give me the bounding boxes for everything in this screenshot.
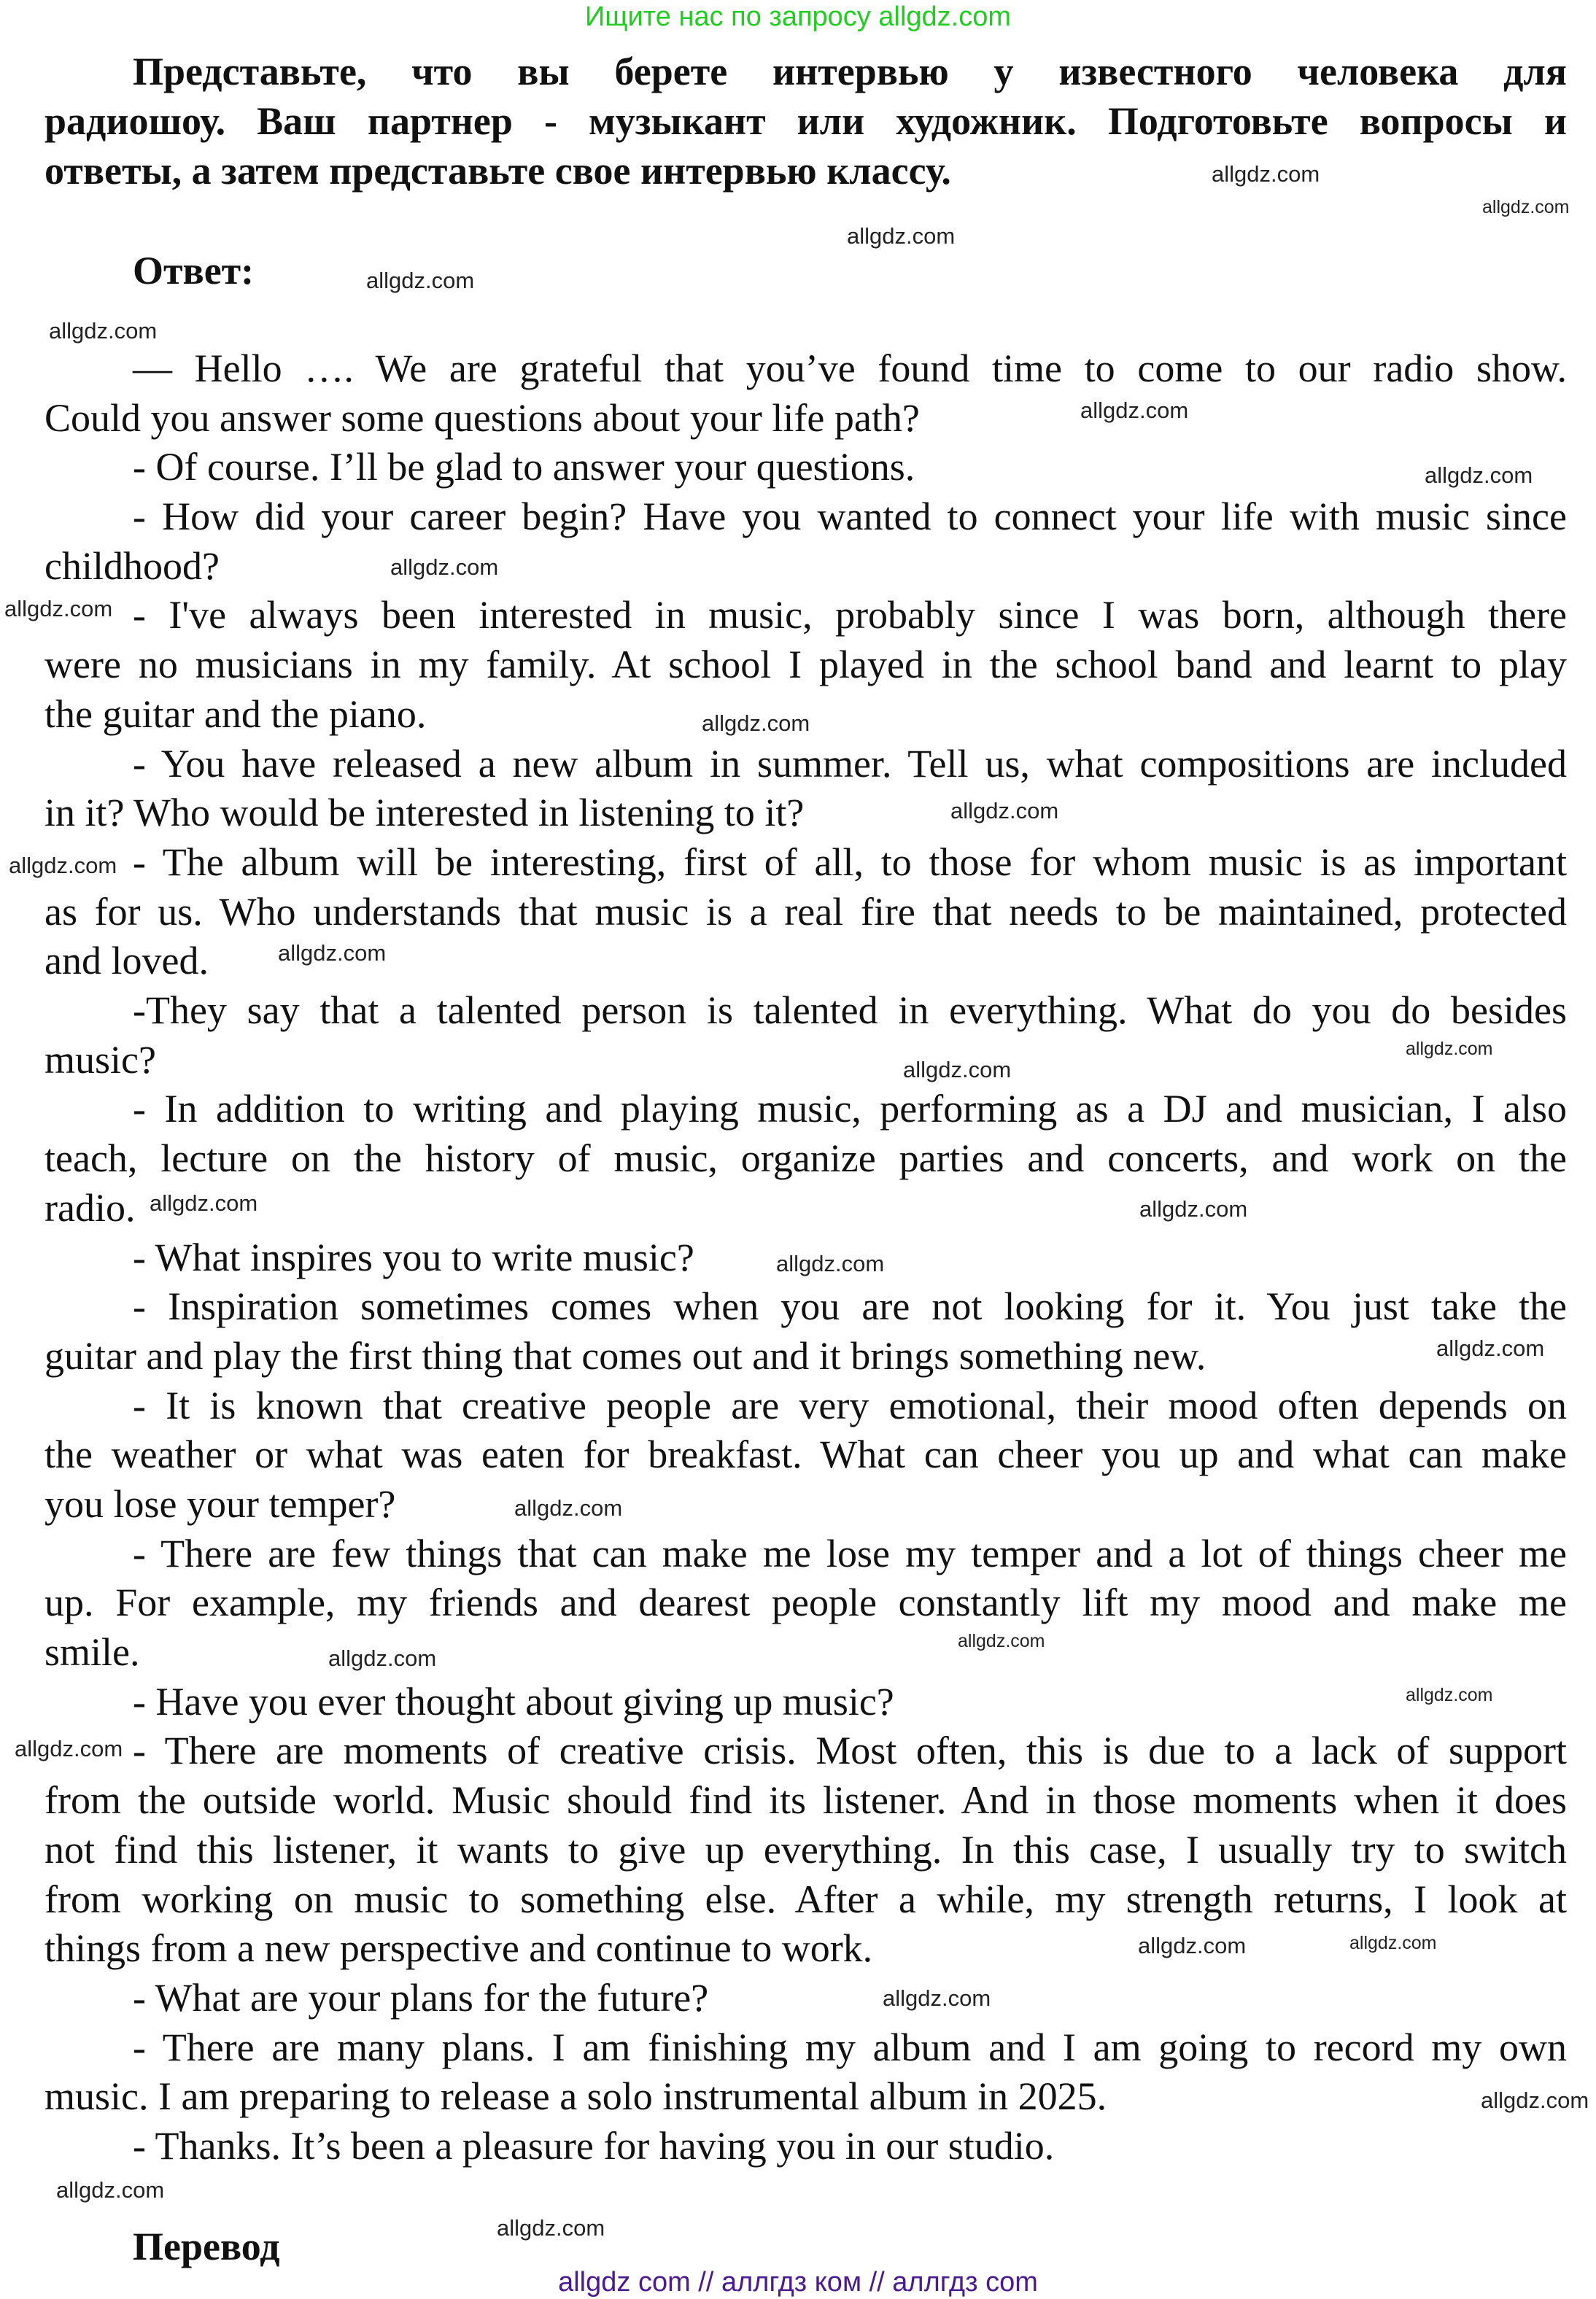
watermark: allgdz.com — [1436, 1335, 1545, 1361]
paragraph-line: - Thanks. It’s been a pleasure for having you in our studio. — [133, 2124, 1055, 2168]
watermark: allgdz.com — [903, 1057, 1012, 1082]
paragraph-line: - I've always been interested in music, probably since I was born, although there — [133, 593, 1567, 637]
paragraph-line: the guitar and the piano. — [44, 691, 427, 736]
watermark: allgdz.com — [56, 2177, 165, 2203]
paragraph-line: — Hello …. We are grateful that you’ve found time to come to our radio show. — [133, 346, 1567, 390]
watermark: allgdz.com — [1138, 1933, 1247, 1958]
interview-paragraph — [44, 344, 1567, 443]
paragraph-line: - What inspires you to write music? — [133, 1235, 694, 1279]
paragraph-line: things from a new perspective and continue to work. — [44, 1926, 873, 1971]
watermark: allgdz.com — [1406, 1685, 1493, 1705]
paragraph-line: not find this listener, it wants to give up everything. In this case, I usually try to switch — [44, 1827, 1567, 1872]
interview-paragraph — [44, 443, 1567, 492]
translation-heading: Перевод — [133, 2225, 280, 2268]
paragraph-line: in it? Who would be interested in listening to it? — [44, 791, 805, 835]
paragraph-line: from the outside world. Music should find its listener. And in those moments when it does — [44, 1778, 1567, 1823]
paragraph-line: and loved. — [44, 939, 209, 983]
paragraph-line: radio. — [44, 1185, 136, 1230]
watermark: allgdz.com — [150, 1190, 258, 1216]
watermark: allgdz.com — [847, 223, 956, 249]
paragraph-line: Could you answer some questions about your life path? — [44, 395, 920, 440]
watermark: allgdz.com — [514, 1495, 623, 1521]
watermark: allgdz.com — [883, 1985, 991, 2011]
watermark: allgdz.com — [950, 798, 1059, 823]
paragraph-line: - Have you ever thought about giving up music? — [133, 1679, 894, 1724]
paragraph-line: from working on music to something else. After a while, my strength returns, I look at — [44, 1877, 1567, 1921]
watermark: allgdz.com — [4, 596, 113, 621]
interview-paragraph — [44, 1282, 1567, 1381]
watermark: allgdz.com — [702, 710, 810, 736]
watermark: allgdz.com — [958, 1631, 1045, 1651]
watermark: allgdz.com — [15, 1736, 123, 1761]
interview-paragraph — [44, 2122, 1567, 2171]
interview-paragraph — [44, 1530, 1567, 1678]
paragraph-line: music. I am preparing to release a solo instrumental album in 2025. — [44, 2074, 1107, 2119]
watermark: allgdz.com — [776, 1251, 885, 1276]
paragraph-line: - There are few things that can make me lose my temper and a lot of things cheer me — [133, 1531, 1567, 1575]
paragraph-line: - The album will be interesting, first of all, to those for whom music is as important — [133, 840, 1567, 884]
task-statement — [44, 47, 1567, 195]
paragraph-line: - How did your career begin? Have you wanted to connect your life with music since — [133, 495, 1567, 539]
interview-paragraph — [44, 1726, 1567, 1973]
paragraph-line: - Inspiration sometimes comes when you are not looking for it. You just take the — [133, 1284, 1567, 1329]
watermark: allgdz.com — [1406, 1039, 1493, 1059]
watermark: allgdz.com — [49, 318, 158, 344]
task-line: Представьте, что вы берете интервью у известного человека для — [133, 50, 1567, 93]
paragraph-line: - There are many plans. I am finishing my album and I am going to record my own — [133, 2025, 1567, 2069]
watermark: allgdz.com — [328, 1645, 437, 1671]
paragraph-line: the weather or what was eaten for breakfast. What can cheer you up and what can make — [44, 1432, 1567, 1477]
watermark: allgdz.com — [1482, 197, 1570, 217]
paragraph-line: - Of course. I’ll be glad to answer your questions. — [133, 445, 915, 489]
paragraph-line: guitar and play the first thing that comes out and it brings something new. — [44, 1333, 1206, 1378]
answer-heading: Ответ: — [133, 249, 255, 292]
paragraph-line: - In addition to writing and playing music, performing as a DJ and musician, I also — [133, 1087, 1567, 1131]
paragraph-line: smile. — [44, 1630, 140, 1675]
paragraph-line: teach, lecture on the history of music, organize parties and concerts, and work on the — [44, 1136, 1567, 1181]
watermark: allgdz.com — [497, 2215, 605, 2241]
paragraph-line: as for us. Who understands that music is a real fire that needs to be maintained, protected — [44, 889, 1567, 934]
paragraph-line: you lose your temper? — [44, 1481, 396, 1526]
watermark: allgdz.com — [1139, 1196, 1248, 1222]
watermark: allgdz.com — [1481, 2087, 1589, 2113]
interview-paragraph — [44, 1381, 1567, 1530]
watermark: allgdz.com — [366, 268, 475, 293]
paragraph-line: music? — [44, 1037, 156, 1082]
watermark: allgdz.com — [1212, 161, 1320, 187]
bottom-banner: allgdz com // аллгдз ком // аллгдз com — [558, 2267, 1038, 2298]
interview-paragraph — [44, 492, 1567, 591]
watermark: allgdz.com — [1349, 1933, 1437, 1953]
watermark: allgdz.com — [390, 554, 499, 580]
paragraph-line: -They say that a talented person is talented in everything. What do you do besides — [133, 988, 1567, 1033]
paragraph-line: were no musicians in my family. At school I played in the school band and learnt to play — [44, 643, 1567, 687]
watermark: allgdz.com — [1080, 398, 1189, 423]
task-line: радиошоу. Ваш партнер - музыкант или художник. Подготовьте вопросы и — [44, 99, 1567, 143]
interview-paragraph — [44, 1678, 1567, 1727]
top-banner: Ищите нас по запросу allgdz.com — [584, 1, 1011, 32]
interview-paragraph — [44, 2023, 1567, 2122]
paragraph-line: childhood? — [44, 543, 220, 588]
interview-paragraph — [44, 1974, 1567, 2023]
paragraph-line: - It is known that creative people are very emotional, their mood often depends on — [133, 1383, 1567, 1427]
watermark: allgdz.com — [9, 853, 117, 878]
paragraph-line: - There are moments of creative crisis. Most often, this is due to a lack of support — [133, 1729, 1567, 1773]
paragraph-line: - What are your plans for the future? — [133, 1975, 709, 2020]
task-line: ответы, а затем представьте свое интервью классу. — [44, 149, 951, 193]
paragraph-line: - You have released a new album in summer. Tell us, what compositions are included — [133, 741, 1567, 786]
interview-paragraph — [44, 1085, 1567, 1233]
interview-paragraph — [44, 986, 1567, 1085]
interview-paragraph — [44, 740, 1567, 838]
watermark: allgdz.com — [278, 940, 387, 966]
paragraph-line: up. For example, my friends and dearest people constantly lift my mood and make me — [44, 1581, 1567, 1625]
interview-paragraph — [44, 838, 1567, 986]
watermark: allgdz.com — [1425, 462, 1533, 488]
